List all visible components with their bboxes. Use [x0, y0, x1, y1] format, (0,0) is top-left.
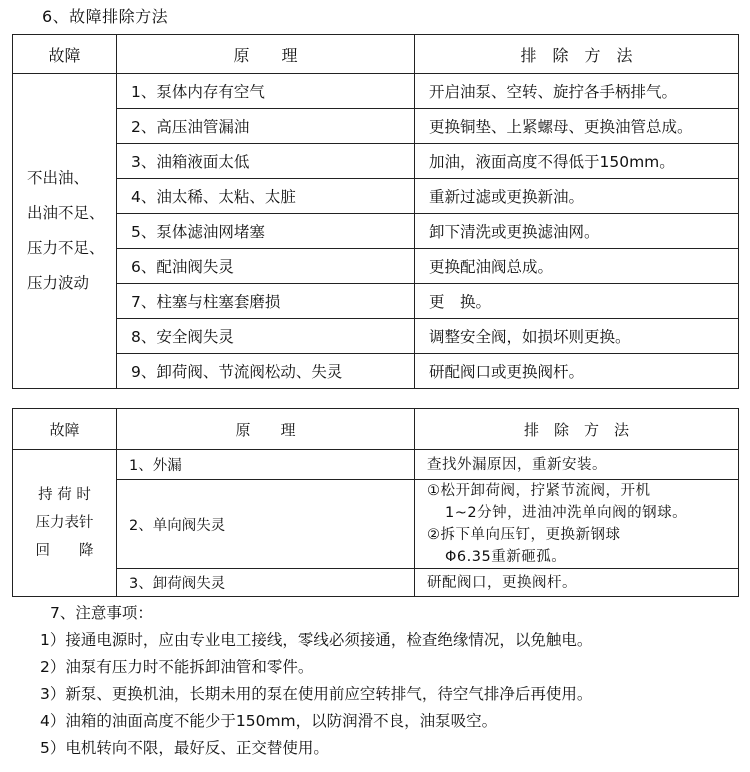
header-cause: 原 理	[117, 409, 415, 450]
fix-line: 1~2分钟，进油冲洗单向阀的钢球。	[445, 505, 688, 521]
fix-line: 查找外漏原因，重新安装。	[427, 456, 607, 473]
table-row	[13, 214, 739, 249]
fix-cell: 更 换。	[415, 284, 739, 319]
table-row	[13, 179, 739, 214]
cause-cell: 1、外漏	[117, 450, 415, 480]
note-item: 2）油泵有压力时不能拆卸油管和零件。	[40, 658, 314, 676]
cause-cell: 4、油太稀、太粘、太脏	[117, 179, 415, 214]
cause-cell: 5、泵体滤油网堵塞	[117, 214, 415, 249]
fix-line: ②拆下单向压钉，更换新钢球	[427, 527, 621, 543]
cause-cell: 6、配油阀失灵	[117, 249, 415, 284]
notes-section	[40, 600, 592, 762]
fault-line: 压力不足、	[27, 239, 105, 257]
fault-line: 压力波动	[27, 274, 90, 292]
fault-cell	[13, 450, 117, 597]
table-row	[13, 569, 739, 597]
table-row	[13, 450, 739, 480]
fix-cell: 开启油泵、空转、旋拧各手柄排气。	[415, 74, 739, 109]
notes-title: 7、注意事项：	[50, 604, 153, 622]
cause-cell: 2、单向阀失灵	[117, 480, 415, 569]
fix-cell: 研配阀口或更换阀杆。	[415, 354, 739, 389]
cause-cell: 7、柱塞与柱塞套磨损	[117, 284, 415, 319]
fix-line: ①松开卸荷阀，拧紧节流阀，开机	[427, 483, 651, 499]
table-row	[13, 480, 739, 569]
fault-line: 压力表针	[35, 515, 94, 531]
fix-cell	[415, 569, 739, 597]
table-row	[13, 249, 739, 284]
note-item: 4）油箱的油面高度不能少于150mm，以防润滑不良，油泵吸空。	[40, 712, 498, 730]
header-fix: 排 除 方 法	[415, 35, 739, 74]
fix-cell: 卸下清洗或更换滤油网。	[415, 214, 739, 249]
cause-cell: 2、高压油管漏油	[117, 109, 415, 144]
header-cause: 原 理	[117, 35, 415, 74]
fix-line: 研配阀口，更换阀杆。	[427, 574, 577, 591]
fault-cell	[13, 74, 117, 389]
table-header-row	[13, 35, 739, 74]
cause-cell: 3、油箱液面太低	[117, 144, 415, 179]
header-fault: 故障	[13, 35, 117, 74]
fault-line: 持 荷 时	[38, 487, 91, 503]
fault-line: 不出油、	[27, 169, 90, 187]
fix-cell: 调整安全阀，如损坏则更换。	[415, 319, 739, 354]
fault-line: 出油不足、	[27, 204, 105, 222]
fix-cell: 更换铜垫、上紧螺母、更换油管总成。	[415, 109, 739, 144]
table-row	[13, 284, 739, 319]
table-row	[13, 74, 739, 109]
fix-cell	[415, 450, 739, 480]
cause-cell: 9、卸荷阀、节流阀松动、失灵	[117, 354, 415, 389]
troubleshooting-table-1	[12, 34, 739, 389]
troubleshooting-table-2	[12, 408, 739, 597]
note-item: 1）接通电源时，应由专业电工接线，零线必须接通，检查绝缘情况，以免触电。	[40, 631, 593, 649]
fix-cell	[415, 480, 739, 569]
section-6-title: 6、故障排除方法	[42, 7, 169, 26]
cause-cell: 3、卸荷阀失灵	[117, 569, 415, 597]
cause-cell: 8、安全阀失灵	[117, 319, 415, 354]
table-row	[13, 354, 739, 389]
fix-cell: 更换配油阀总成。	[415, 249, 739, 284]
fix-cell: 加油，液面高度不得低于150mm。	[415, 144, 739, 179]
table-row	[13, 319, 739, 354]
table-header-row	[13, 409, 739, 450]
fix-line: Φ6.35重新砸孤。	[445, 549, 567, 565]
table-row	[13, 144, 739, 179]
note-item: 5）电机转向不限，最好反、正交替使用。	[40, 739, 329, 757]
cause-cell: 1、泵体内存有空气	[117, 74, 415, 109]
table-row	[13, 109, 739, 144]
header-fix: 排 除 方 法	[415, 409, 739, 450]
fault-line: 回 降	[35, 543, 94, 559]
header-fault: 故障	[13, 409, 117, 450]
note-item: 3）新泵、更换机油，长期未用的泵在使用前应空转排气，待空气排净后再使用。	[40, 685, 593, 703]
fix-cell: 重新过滤或更换新油。	[415, 179, 739, 214]
